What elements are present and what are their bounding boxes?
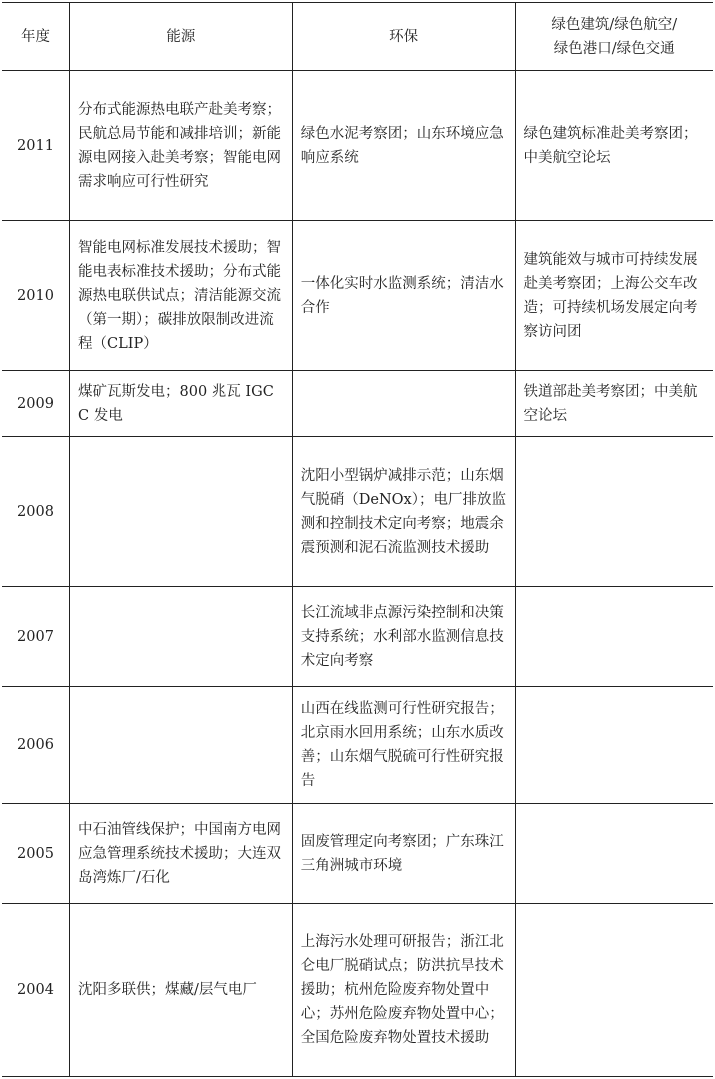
table-row bbox=[2, 687, 713, 804]
green-cell: 铁道部赴美考察团；中美航空论坛 bbox=[515, 371, 713, 437]
table-row bbox=[2, 371, 713, 437]
year-cell: 2009 bbox=[2, 371, 70, 437]
energy-cell: 中石油管线保护；中国南方电网应急管理系统技术援助；大连双岛湾炼厂/石化 bbox=[70, 804, 293, 904]
green-cell bbox=[515, 587, 713, 687]
table-row bbox=[2, 804, 713, 904]
cooperation-table bbox=[2, 2, 713, 1077]
energy-cell bbox=[70, 587, 293, 687]
env-cell: 山西在线监测可行性研究报告；北京雨水回用系统；山东水质改善；山东烟气脱硫可行性研究报告 bbox=[292, 687, 515, 804]
table-row bbox=[2, 587, 713, 687]
energy-cell bbox=[70, 687, 293, 804]
green-cell: 绿色建筑标准赴美考察团；中美航空论坛 bbox=[515, 71, 713, 221]
green-cell bbox=[515, 437, 713, 587]
env-cell: 绿色水泥考察团；山东环境应急响应系统 bbox=[292, 71, 515, 221]
green-cell bbox=[515, 687, 713, 804]
table-row bbox=[2, 71, 713, 221]
header-year: 年度 bbox=[2, 3, 70, 71]
green-cell: 建筑能效与城市可持续发展赴美考察团；上海公交车改造；可持续机场发展定向考察访问团 bbox=[515, 221, 713, 371]
green-cell bbox=[515, 904, 713, 1077]
green-cell bbox=[515, 804, 713, 904]
energy-cell: 煤矿瓦斯发电；800 兆瓦 IGCC 发电 bbox=[70, 371, 293, 437]
energy-cell: 智能电网标准发展技术援助；智能电表标准技术援助；分布式能源热电联供试点；清洁能源交流（第一期）；碳排放限制改进流程（CLIP） bbox=[70, 221, 293, 371]
year-cell: 2011 bbox=[2, 71, 70, 221]
env-cell bbox=[292, 371, 515, 437]
energy-cell bbox=[70, 437, 293, 587]
env-cell: 一体化实时水监测系统；清洁水合作 bbox=[292, 221, 515, 371]
year-cell: 2005 bbox=[2, 804, 70, 904]
env-cell: 沈阳小型锅炉减排示范；山东烟气脱硝（DeNOx）；电厂排放监测和控制技术定向考察；地震余震预测和泥石流监测技术援助 bbox=[292, 437, 515, 587]
header-energy: 能源 bbox=[70, 3, 293, 71]
env-cell: 固废管理定向考察团；广东珠江三角洲城市环境 bbox=[292, 804, 515, 904]
energy-cell: 沈阳多联供；煤藏/层气电厂 bbox=[70, 904, 293, 1077]
header-env: 环保 bbox=[292, 3, 515, 71]
year-cell: 2007 bbox=[2, 587, 70, 687]
energy-cell: 分布式能源热电联产赴美考察；民航总局节能和减排培训；新能源电网接入赴美考察；智能电网需求响应可行性研究 bbox=[70, 71, 293, 221]
year-cell: 2008 bbox=[2, 437, 70, 587]
env-cell: 上海污水处理可研报告；浙江北仑电厂脱硝试点；防洪抗旱技术援助；杭州危险废弃物处置中心；苏州危险废弃物处置中心；全国危险废弃物处置技术援助 bbox=[292, 904, 515, 1077]
table-row bbox=[2, 437, 713, 587]
table-row bbox=[2, 904, 713, 1077]
year-cell: 2004 bbox=[2, 904, 70, 1077]
year-cell: 2010 bbox=[2, 221, 70, 371]
table-row bbox=[2, 221, 713, 371]
header-row bbox=[2, 3, 713, 71]
header-green: 绿色建筑/绿色航空/ 绿色港口/绿色交通 bbox=[515, 3, 713, 71]
env-cell: 长江流域非点源污染控制和决策支持系统；水利部水监测信息技术定向考察 bbox=[292, 587, 515, 687]
year-cell: 2006 bbox=[2, 687, 70, 804]
